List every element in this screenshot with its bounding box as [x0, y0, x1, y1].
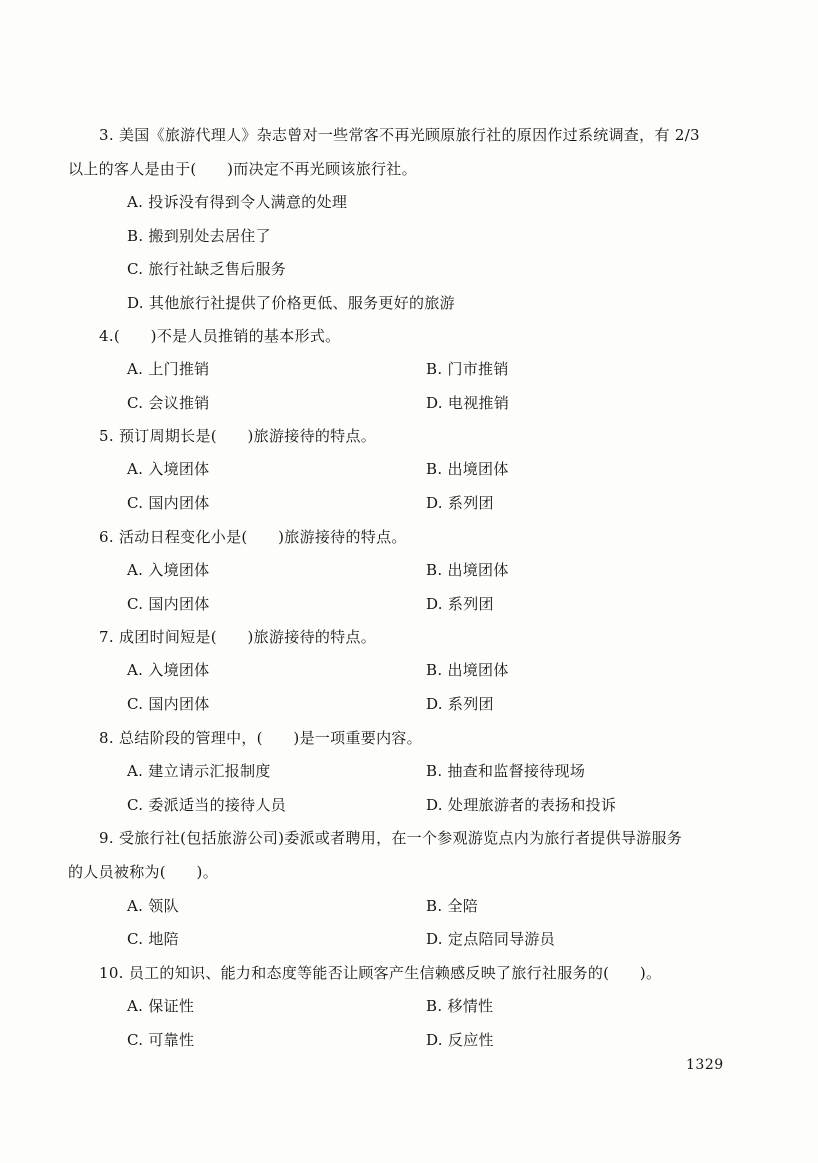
question-8-line-1: 8. 总结阶段的管理中，( )是一项重要内容。 [99, 729, 422, 747]
question-10-option-c: C. 可靠性 [127, 1031, 195, 1049]
question-8-option-b: B. 抽查和监督接待现场 [426, 762, 586, 780]
question-10-option-a: A. 保证性 [127, 997, 195, 1015]
question-5-line-1: 5. 预订周期长是( )旅游接待的特点。 [99, 427, 377, 445]
question-6-option-d: D. 系列团 [426, 595, 494, 613]
question-6-option-b: B. 出境团体 [426, 561, 509, 579]
question-9-option-d: D. 定点陪同导游员 [426, 930, 556, 948]
question-8-option-c: C. 委派适当的接待人员 [127, 796, 287, 814]
question-9-line-2: 的人员被称为( )。 [68, 863, 219, 881]
question-10-option-b: B. 移情性 [426, 997, 494, 1015]
question-3-option-d: D. 其他旅行社提供了价格更低、服务更好的旅游 [127, 294, 455, 312]
question-8-option-a: A. 建立请示汇报制度 [127, 762, 271, 780]
question-4-option-b: B. 门市推销 [426, 360, 509, 378]
page-number: 1329 [686, 1057, 724, 1073]
question-3-option-a: A. 投诉没有得到令人满意的处理 [127, 193, 348, 211]
question-7-line-1: 7. 成团时间短是( )旅游接待的特点。 [99, 628, 377, 646]
question-3-option-c: C. 旅行社缺乏售后服务 [127, 260, 287, 278]
question-3-option-b: B. 搬到别处去居住了 [127, 227, 271, 245]
question-6-line-1: 6. 活动日程变化小是( )旅游接待的特点。 [99, 528, 407, 546]
question-7-option-c: C. 国内团体 [127, 695, 210, 713]
question-4-option-d: D. 电视推销 [426, 394, 510, 412]
question-9-option-a: A. 领队 [127, 897, 179, 915]
question-10-line-1: 10. 员工的知识、能力和态度等能否让顾客产生信赖感反映了旅行社服务的( )。 [99, 964, 662, 982]
question-4-option-a: A. 上门推销 [127, 360, 210, 378]
question-4-option-c: C. 会议推销 [127, 394, 210, 412]
question-9-line-1: 9. 受旅行社(包括旅游公司)委派或者聘用，在一个参观游览点内为旅行者提供导游服务 [99, 829, 683, 847]
question-6-option-c: C. 国内团体 [127, 595, 210, 613]
question-6-option-a: A. 入境团体 [127, 561, 210, 579]
question-3-line-1: 3. 美国《旅游代理人》杂志曾对一些常客不再光顾原旅行社的原因作过系统调查，有 2/3 [99, 126, 700, 144]
question-7-option-b: B. 出境团体 [426, 661, 509, 679]
question-5-option-b: B. 出境团体 [426, 460, 509, 478]
question-9-option-c: C. 地陪 [127, 930, 179, 948]
question-9-option-b: B. 全陪 [426, 897, 479, 915]
question-5-option-c: C. 国内团体 [127, 494, 210, 512]
question-3-line-2: 以上的客人是由于( )而决定不再光顾该旅行社。 [68, 160, 417, 178]
question-10-option-d: D. 反应性 [426, 1031, 494, 1049]
question-8-option-d: D. 处理旅游者的表扬和投诉 [426, 796, 617, 814]
question-7-option-d: D. 系列团 [426, 695, 494, 713]
question-5-option-d: D. 系列团 [426, 494, 494, 512]
question-4-line-1: 4.( )不是人员推销的基本形式。 [99, 327, 341, 345]
question-5-option-a: A. 入境团体 [127, 460, 210, 478]
question-7-option-a: A. 入境团体 [127, 661, 210, 679]
